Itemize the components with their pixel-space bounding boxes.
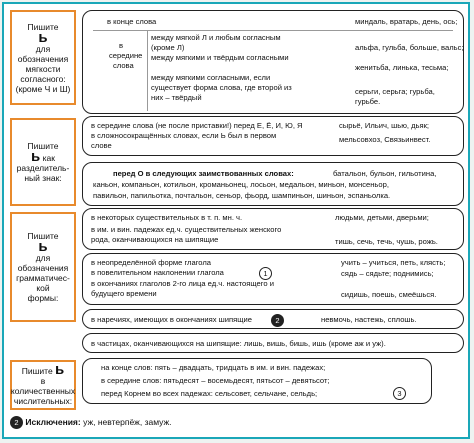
grammar-rules-box-4	[82, 333, 464, 353]
note-number-icon: 2	[10, 416, 23, 429]
example-text: невмочь, настежь, сплошь.	[321, 315, 417, 324]
rule-text: в им. и вин. падежах ед.ч. существительных женского	[91, 225, 282, 234]
label-line: Пишите	[27, 141, 59, 151]
note-number-icon: 2	[271, 314, 284, 327]
example-text: серьги, серьга; гурьба,	[355, 87, 435, 96]
label-line: ный знак:	[24, 173, 62, 183]
separator-rules-box-1	[82, 116, 464, 156]
rule-text: будущего времени	[91, 289, 157, 298]
rule-text: слове	[91, 141, 112, 150]
soft-sign-letter: ь	[55, 361, 65, 378]
rule-text: рода, оканчивающихся на шипящие	[91, 235, 219, 244]
note-number-icon: 3	[393, 387, 406, 400]
label-softness	[10, 10, 76, 105]
example-text: павильон, папильотка, почтальон, сеньор, фьорд, шампиньон, шиньон, эспаньолка.	[93, 191, 391, 200]
example-text: сядь – сядьте; поднимись;	[341, 269, 434, 278]
example-text: людьми, детьми, дверьми;	[335, 213, 429, 222]
label-line: количественных	[10, 386, 76, 396]
divider	[147, 31, 148, 111]
example-text: батальон, бульон, гильотина,	[333, 169, 437, 178]
rule-text: в наречиях, имеющих в окончаниях шипящие	[91, 315, 252, 324]
rule-text: в повелительном наклонении глагола	[91, 268, 224, 277]
label-line: Пишите	[27, 231, 59, 241]
label-line: для	[35, 253, 51, 263]
exceptions-text: уж, невтерпёж, замуж.	[83, 417, 172, 427]
grammar-rules-box-2	[82, 253, 464, 305]
example-text: мельсовхоз, Связьинвест.	[339, 135, 431, 144]
label-line: разделитель-	[16, 163, 70, 173]
label-line: Пишите	[21, 366, 53, 376]
rule-text: середине	[109, 51, 143, 60]
rule-text: между мягкими и твёрдым согласными	[151, 53, 289, 62]
numerals-rules-box	[82, 358, 432, 404]
label-numerals	[10, 360, 76, 410]
rule-text: на конце слов: пять – двадцать, тридцать в им. и вин. падежах;	[101, 363, 326, 372]
rule-text: в середине слова (не после приставки!) перед Е, Ё, И, Ю, Я	[91, 121, 303, 130]
label-line: кой	[36, 283, 50, 293]
soft-sign-letter: ь	[38, 28, 48, 46]
label-line: (кроме Ч и Ш)	[15, 83, 71, 94]
grammar-rules-box-1	[82, 208, 464, 250]
label-line: как	[42, 153, 55, 163]
example-text: гурьбе.	[355, 97, 381, 106]
label-grammar	[10, 212, 76, 322]
rule-text: существует форма слова, где второй из	[151, 83, 292, 92]
label-line: обозначения	[17, 263, 69, 273]
exceptions-title: Исключения:	[25, 417, 81, 427]
rule-text: между мягкими согласными, если	[151, 73, 271, 82]
exceptions-line	[10, 416, 172, 429]
rule-text: в окончаниях глаголов 2-го лица ед.ч. настоящего и	[91, 279, 274, 288]
example-text: альфа, гульба, больше, вальс;	[355, 43, 464, 52]
separator-rules-box-2	[82, 162, 464, 206]
rule-text: в конце слова	[107, 17, 157, 26]
label-line: для	[35, 43, 51, 54]
soft-sign-letter: ь	[31, 148, 41, 165]
soft-sign-letter: ь	[38, 238, 48, 255]
example-text: учить – учиться, петь, клясть;	[341, 258, 446, 267]
rule-text: в середине слов: пятьдесят – восемьдесят, пятьсот – девятьсот;	[101, 376, 330, 385]
note-number-icon: 1	[259, 267, 272, 280]
rule-text: между мягкой Л и любым согласным	[151, 33, 281, 42]
rule-heading: перед О в следующих заимствованных словах:	[113, 169, 294, 178]
label-line: грамматичес-	[16, 273, 70, 283]
rule-text: в сложносокращённых словах, если Ь был в первом	[91, 131, 277, 140]
label-line: в	[40, 376, 46, 386]
label-line: согласного:	[20, 73, 66, 84]
label-line: формы:	[27, 293, 59, 303]
rule-text: (кроме Л)	[151, 43, 185, 52]
rule-text: в неопределённой форме глагола	[91, 258, 212, 267]
example-text: женитьба, линька, тесьма;	[355, 63, 449, 72]
softness-rules-box	[82, 10, 464, 114]
example-text: каньон, компаньон, котильон, кроманьонец, лосьон, медальон, миньон, монсеньор,	[93, 180, 389, 189]
label-line: мягкости	[25, 63, 61, 74]
rule-text: слова	[113, 61, 134, 70]
label-line: Пишите	[27, 21, 59, 32]
example-text: сырьё, Ильич, шью, дьяк;	[339, 121, 430, 130]
rule-text: перед Корнем во всех падежах: сельсовет, сельчане, сельдь;	[101, 389, 318, 398]
example-text: сидишь, поешь, смеёшься.	[341, 290, 437, 299]
label-line: числительных:	[13, 396, 73, 406]
example-text: миндаль, вратарь, день, ось;	[355, 17, 458, 26]
rule-text: в частицах, оканчивающихся на шипящие: лишь, вишь, бишь, ишь (кроме аж и уж).	[91, 339, 386, 348]
example-text: тишь, сечь, течь, чушь, рожь.	[335, 237, 438, 246]
rule-text: них – твёрдый	[151, 93, 202, 102]
rule-text: в некоторых существительных в т. п. мн. ч.	[91, 213, 243, 222]
rule-text: в	[119, 41, 124, 50]
grammar-rules-box-3	[82, 309, 464, 329]
label-separator	[10, 118, 76, 206]
label-line: обозначения	[17, 53, 69, 64]
